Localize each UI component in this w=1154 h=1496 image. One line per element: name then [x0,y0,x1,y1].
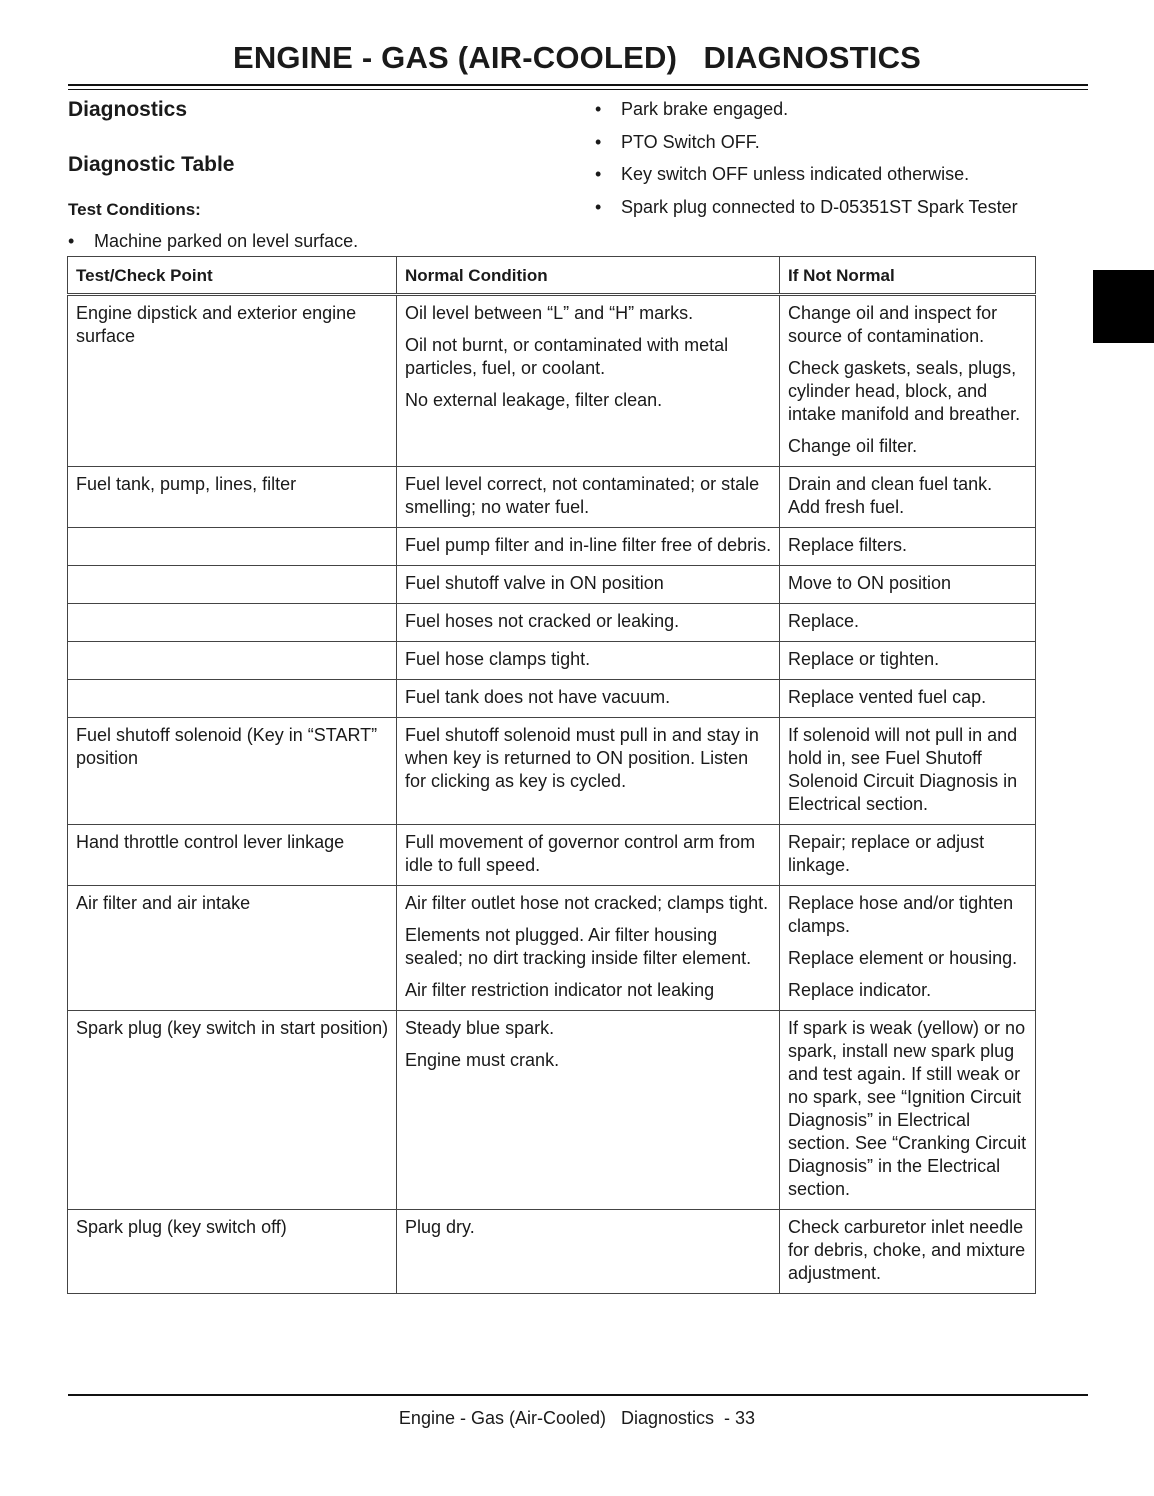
test-condition-item: • Machine parked on level surface. [68,231,358,252]
cell-paragraph: No external leakage, filter clean. [405,390,663,410]
table-row [68,886,1036,1011]
cell-test-point [68,642,397,680]
cell-normal-condition [397,528,780,566]
cell-normal-condition [397,1210,780,1294]
cell-paragraph: Drain and clean fuel tank. Add fresh fuel. [788,474,993,517]
cell-paragraph: Air filter and air intake [76,893,251,913]
cell-normal-condition [397,718,780,825]
cell-test-point [68,528,397,566]
cell-normal-condition [397,642,780,680]
test-condition-item: • Key switch OFF unless indicated otherwise. [595,164,1018,197]
cell-paragraph: If solenoid will not pull in and hold in, see Fuel Shutoff Solenoid Circuit Diagnosis in Electrical section. [788,725,1018,814]
cell-paragraph: Fuel level correct, not contaminated; or stale smelling; no water fuel. [405,474,760,517]
cell-paragraph: Engine dipstick and exterior engine surface [76,303,357,346]
table-row [68,825,1036,886]
cell-test-point [68,1210,397,1294]
test-conditions-list-right [595,99,1018,229]
cell-normal-condition [397,604,780,642]
cell-normal-condition [397,680,780,718]
cell-paragraph: Fuel shutoff solenoid (Key in “START” position [76,725,378,768]
cell-if-not-normal [780,886,1036,1011]
cell-if-not-normal [780,528,1036,566]
cell-paragraph: Replace filters. [788,535,908,555]
cell-test-point [68,1011,397,1210]
section-tab-marker [1093,270,1154,343]
header-rule-thin [68,89,1088,90]
cell-if-not-normal [780,566,1036,604]
cell-normal-condition [397,825,780,886]
table-row [68,1210,1036,1294]
column-header-if-not-normal: If Not Normal [780,257,1036,295]
cell-test-point [68,604,397,642]
cell-paragraph: Change oil and inspect for source of contamination. [788,303,998,346]
cell-paragraph: Engine must crank. [405,1050,560,1070]
cell-paragraph: Move to ON position [788,573,952,593]
cell-paragraph: Hand throttle control lever linkage [76,832,345,852]
table-row [68,642,1036,680]
header-rule-thick [68,84,1088,86]
cell-paragraph: Fuel pump filter and in-line filter free of debris. [405,535,772,555]
diagnostic-table [67,256,1036,1294]
cell-test-point [68,467,397,528]
cell-if-not-normal [780,718,1036,825]
table-row [68,680,1036,718]
test-conditions-label: Test Conditions: [68,200,201,219]
cell-paragraph: Repair; replace or adjust linkage. [788,832,985,875]
cell-test-point [68,718,397,825]
cell-paragraph: Air filter outlet hose not cracked; clamps tight. [405,893,769,913]
test-condition-item: • Spark plug connected to D-05351ST Spark Tester [595,197,1018,230]
table-row [68,467,1036,528]
cell-paragraph: Fuel shutoff valve in ON position [405,573,664,593]
cell-if-not-normal [780,642,1036,680]
cell-paragraph: Check carburetor inlet needle for debris, choke, and mixture adjustment. [788,1217,1026,1283]
cell-if-not-normal [780,825,1036,886]
page-footer: Engine - Gas (Air-Cooled) Diagnostics - 33 [398,1408,756,1428]
cell-paragraph: Steady blue spark. [405,1018,555,1038]
page-title: ENGINE - GAS (AIR-COOLED) DIAGNOSTICS [232,40,922,75]
footer-rule [68,1394,1088,1396]
column-header-normal-condition: Normal Condition [397,257,780,295]
cell-paragraph: Replace vented fuel cap. [788,687,987,707]
cell-paragraph: Change oil filter. [788,436,918,456]
cell-paragraph: Replace element or housing. [788,948,1018,968]
cell-paragraph: Spark plug (key switch off) [76,1217,287,1237]
cell-normal-condition [397,886,780,1011]
table-row [68,1011,1036,1210]
test-condition-item: • Park brake engaged. [595,99,1018,132]
cell-if-not-normal [780,1011,1036,1210]
table-row [68,528,1036,566]
cell-test-point [68,825,397,886]
cell-paragraph: Replace indicator. [788,980,932,1000]
cell-test-point [68,886,397,1011]
cell-normal-condition [397,1011,780,1210]
table-row [68,604,1036,642]
cell-paragraph: Fuel hose clamps tight. [405,649,591,669]
cell-normal-condition [397,566,780,604]
cell-paragraph: Air filter restriction indicator not leaking [405,980,715,1000]
cell-test-point [68,566,397,604]
cell-normal-condition [397,295,780,467]
cell-paragraph: Replace. [788,611,860,631]
cell-normal-condition [397,467,780,528]
cell-if-not-normal [780,680,1036,718]
cell-paragraph: Oil not burnt, or contaminated with metal particles, fuel, or coolant. [405,335,729,378]
cell-if-not-normal [780,467,1036,528]
cell-if-not-normal [780,295,1036,467]
test-condition-item: • PTO Switch OFF. [595,132,1018,165]
cell-paragraph: Replace hose and/or tighten clamps. [788,893,1014,936]
column-header-test-point: Test/Check Point [68,257,397,295]
table-body [68,295,1036,1294]
cell-if-not-normal [780,1210,1036,1294]
cell-paragraph: Fuel shutoff solenoid must pull in and stay in when key is returned to ON position. Listen for clicking as key is cycled. [405,725,759,791]
cell-paragraph: Fuel tank does not have vacuum. [405,687,671,707]
test-conditions-list-left [68,231,358,252]
table-row [68,718,1036,825]
cell-test-point [68,295,397,467]
cell-paragraph: Check gaskets, seals, plugs, cylinder head, block, and intake manifold and breather. [788,358,1021,424]
cell-paragraph: Oil level between “L” and “H” marks. [405,303,694,323]
table-row [68,295,1036,467]
cell-paragraph: Fuel tank, pump, lines, filter [76,474,297,494]
cell-paragraph: Plug dry. [405,1217,475,1237]
cell-paragraph: Spark plug (key switch in start position) [76,1018,389,1038]
cell-if-not-normal [780,604,1036,642]
section-subheading: Diagnostic Table [68,153,235,176]
cell-paragraph: Fuel hoses not cracked or leaking. [405,611,680,631]
table-row [68,566,1036,604]
cell-test-point [68,680,397,718]
cell-paragraph: Full movement of governor control arm from idle to full speed. [405,832,756,875]
table-header-row [68,257,1036,295]
cell-paragraph: If spark is weak (yellow) or no spark, install new spark plug and test again. If still weak or no spark, see “Ignition Circuit Diagnosis” in Electrical section. See “Cranking Circuit Diagnosis” in the Electrical section. [788,1018,1027,1199]
section-heading: Diagnostics [68,98,188,121]
cell-paragraph: Replace or tighten. [788,649,940,669]
cell-paragraph: Elements not plugged. Air filter housing sealed; no dirt tracking inside filter element. [405,925,752,968]
